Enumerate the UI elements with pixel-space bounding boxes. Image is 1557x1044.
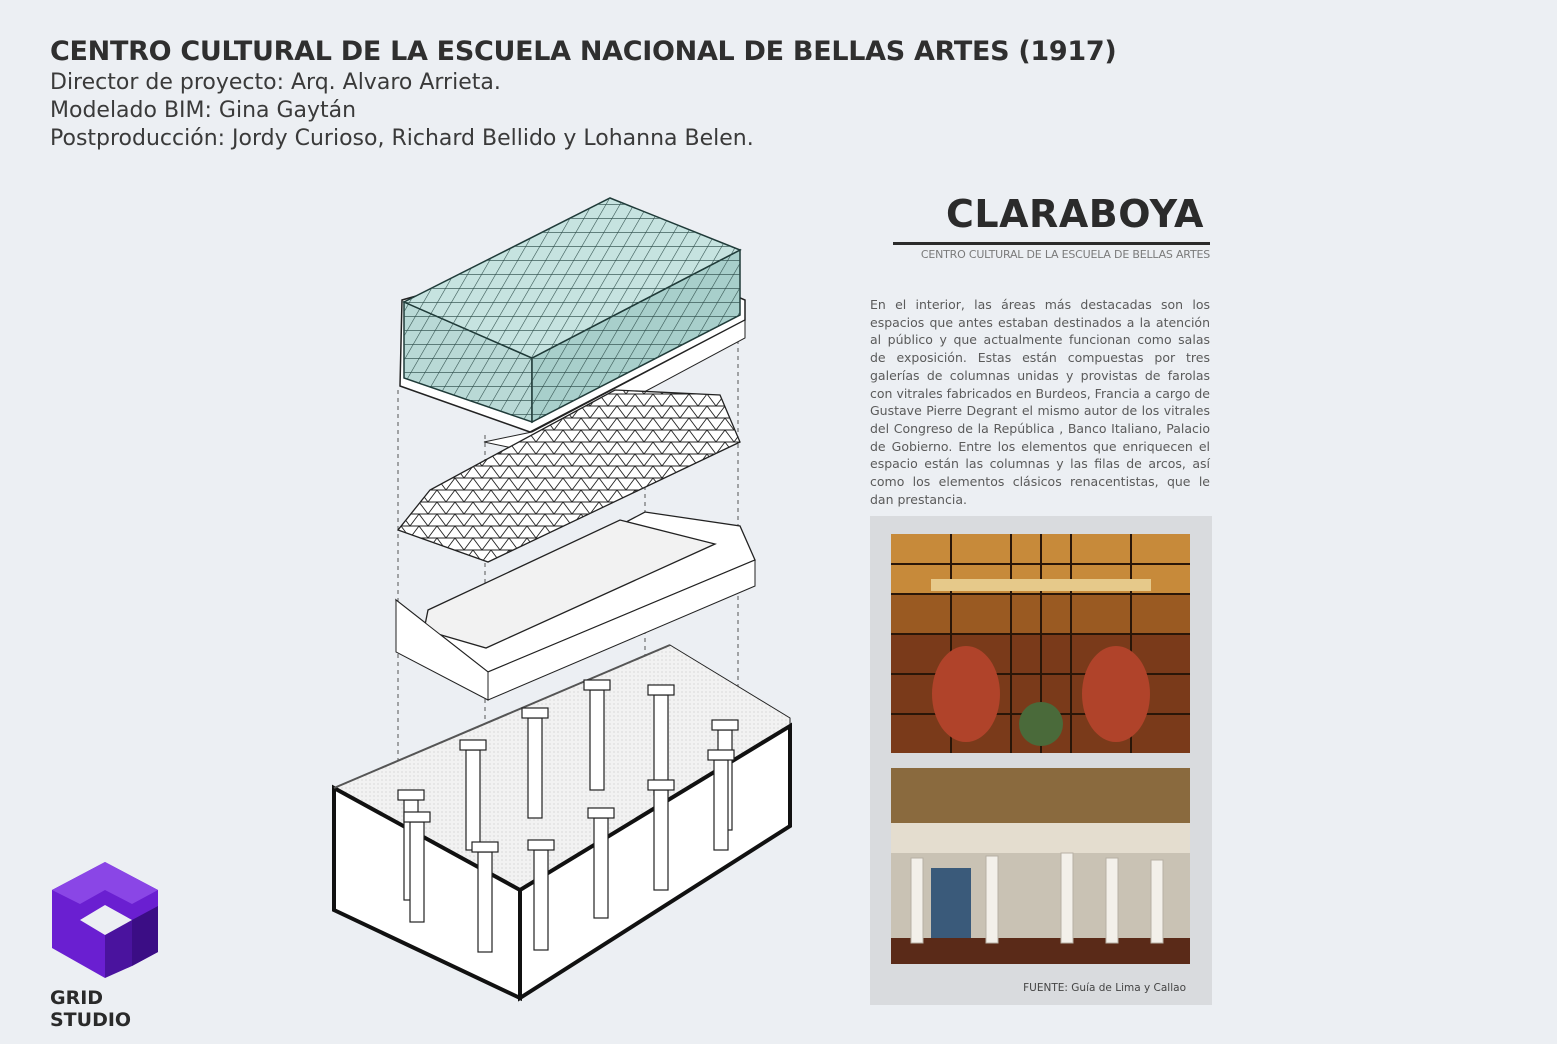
logo-text: GRID STUDIO [50, 987, 132, 1031]
header [50, 36, 1150, 153]
panel-title: CLARABOYA [946, 192, 1204, 236]
stained-glass-photo [891, 534, 1190, 753]
cube-logo-icon [50, 860, 160, 978]
panel-body-text: En el interior, las áreas más destacadas son los espacios que antes estaban destinados a la atención al público y que actualmente funcionan como salas de exposición. Estas están compuestas por tres galerías de columnas unidas y provistas de farolas con vitrales fabricados en Burdeos, Francia a cargo de Gustave Pierre Degrant el mismo autor de los vitrales del Congreso de la República , Banco Italiano, Palacio de Gobierno. Entre los elementos que enriquecen el espacio están las columnas y las filas de arcos, así como los elementos clásicos renacentistas, que le dan prestancia. [870, 297, 1210, 507]
credit-bim: Modelado BIM: Gina Gaytán [50, 98, 357, 123]
panel-header [890, 192, 1210, 261]
panel-subtitle: CENTRO CULTURAL DE LA ESCUELA DE BELLAS ARTES [920, 248, 1210, 261]
ground-floor-hall [334, 645, 790, 998]
title-rule [893, 242, 1210, 245]
credit-postproduction: Postproducción: Jordy Curioso, Richard Bellido y Lohanna Belen. [50, 126, 754, 151]
brand-logo [50, 860, 190, 1031]
interior-hall-photo [891, 768, 1190, 964]
credit-director: Director de proyecto: Arq. Alvaro Arrieta. [50, 70, 501, 95]
photo-source: FUENTE: Guía de Lima y Callao [1023, 982, 1186, 994]
photo-card [870, 516, 1212, 1005]
page-title: CENTRO CULTURAL DE LA ESCUELA NACIONAL DE BELLAS ARTES (1917) [50, 36, 1117, 67]
exploded-axonometric-drawing [320, 190, 810, 1010]
